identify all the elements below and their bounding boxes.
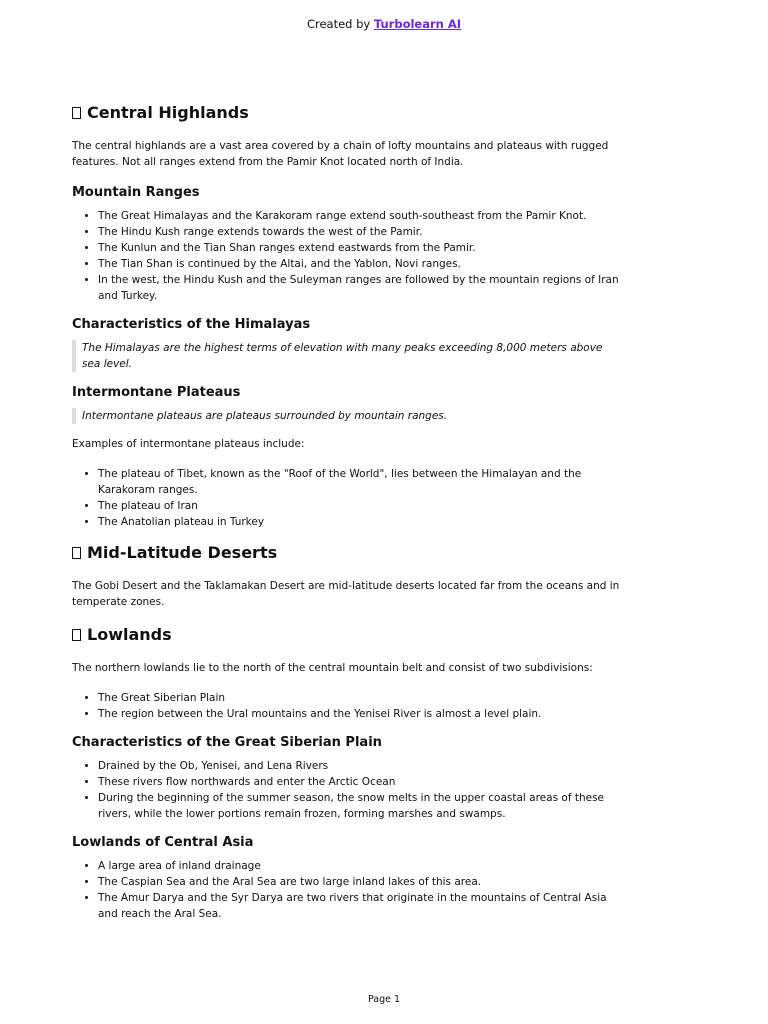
- list-item: • These rivers flow northwards and enter the Arctic Ocean: [98, 774, 624, 790]
- turbolearn-link[interactable]: Turbolearn AI: [373, 17, 462, 31]
- mountain-ranges-list: [72, 208, 624, 304]
- deserts-text: The Gobi Desert and the Taklamakan Desert are mid-latitude deserts located far from the oceans and in temperate zones.: [72, 580, 620, 608]
- list-item: • Drained by the Ob, Yenisei, and Lena Rivers: [98, 758, 624, 774]
- missing-glyph-icon: [72, 107, 81, 119]
- page-footer: Page 1: [367, 994, 401, 1005]
- siberian-list: [72, 758, 624, 822]
- section-heading-lowlands: Lowlands: [72, 624, 624, 646]
- list-item: • The Anatolian plateau in Turkey: [98, 514, 624, 530]
- header-prefix: Created by: [306, 17, 374, 31]
- himalaya-heading: Characteristics of the Himalayas: [72, 317, 311, 332]
- missing-glyph-icon: [72, 629, 81, 641]
- section-heading-central-highlands: Central Highlands: [72, 102, 624, 124]
- section-heading-deserts: Mid-Latitude Deserts: [72, 542, 624, 564]
- list-item: • The Great Siberian Plain: [98, 690, 624, 706]
- list-item: • The Kunlun and the Tian Shan ranges extend eastwards from the Pamir.: [98, 240, 624, 256]
- lowlands-subdivisions-list: [72, 690, 624, 722]
- list-item: • The Caspian Sea and the Aral Sea are two large inland lakes of this area.: [98, 874, 624, 890]
- list-item: • During the beginning of the summer season, the snow melts in the upper coastal areas of these rivers, while the lower portions remain frozen, forming marshes and swamps.: [98, 790, 624, 822]
- list-item: • The region between the Ural mountains and the Yenisei River is almost a level plain.: [98, 706, 624, 722]
- plateau-intro: Examples of intermontane plateaus include:: [72, 438, 305, 450]
- missing-glyph-icon: [72, 547, 81, 559]
- lowlands-intro: The northern lowlands lie to the north of the central mountain belt and consist of two subdivisions:: [72, 662, 593, 674]
- central-asia-list: [72, 858, 624, 922]
- list-item: • The plateau of Tibet, known as the "Roof of the World", lies between the Himalayan and the Karakoram ranges.: [98, 466, 624, 498]
- plateau-quote: Intermontane plateaus are plateaus surrounded by mountain ranges.: [72, 408, 624, 424]
- list-item: • The plateau of Iran: [98, 498, 624, 514]
- central-asia-heading: Lowlands of Central Asia: [72, 835, 254, 850]
- mountain-ranges-heading: Mountain Ranges: [72, 185, 200, 200]
- list-item: • The Tian Shan is continued by the Altai, and the Yablon, Novi ranges.: [98, 256, 624, 272]
- list-item: • The Hindu Kush range extends towards the west of the Pamir.: [98, 224, 624, 240]
- list-item: • The Great Himalayas and the Karakoram range extend south-southeast from the Pamir Knot.: [98, 208, 624, 224]
- page-header: [0, 17, 768, 31]
- list-item: • A large area of inland drainage: [98, 858, 624, 874]
- siberian-heading: Characteristics of the Great Siberian Plain: [72, 735, 382, 750]
- document-content: [72, 102, 624, 934]
- plateau-list: [72, 466, 624, 530]
- central-intro: The central highlands are a vast area covered by a chain of lofty mountains and plateaus with rugged features. Not all ranges extend from the Pamir Knot located north of India.: [72, 140, 609, 168]
- list-item: • The Amur Darya and the Syr Darya are two rivers that originate in the mountains of Central Asia and reach the Aral Sea.: [98, 890, 624, 922]
- himalaya-quote: The Himalayas are the highest terms of elevation with many peaks exceeding 8,000 meters above sea level.: [72, 340, 624, 372]
- plateau-heading: Intermontane Plateaus: [72, 385, 241, 400]
- list-item: • In the west, the Hindu Kush and the Suleyman ranges are followed by the mountain regions of Iran and Turkey.: [98, 272, 624, 304]
